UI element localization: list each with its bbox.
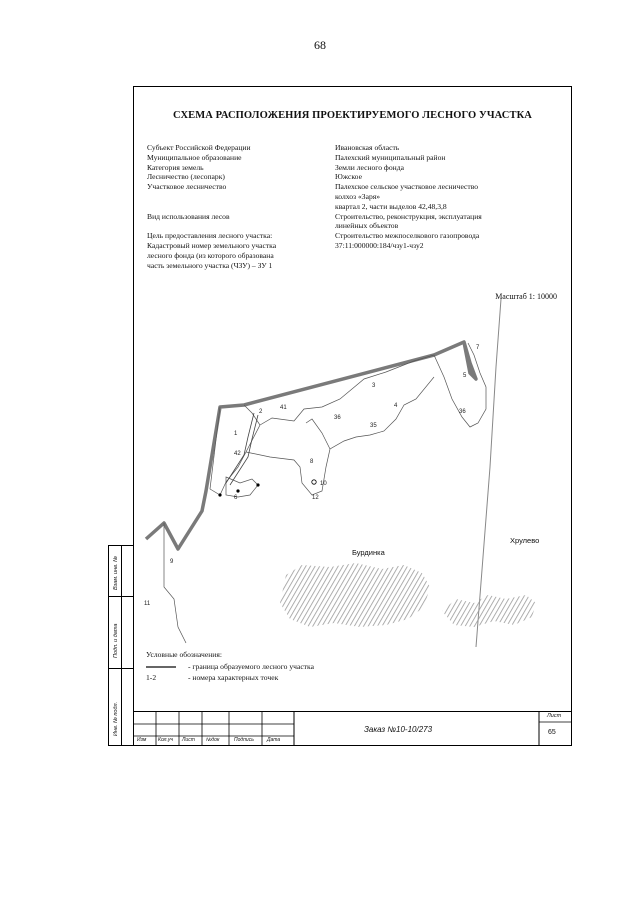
info-value: Строительство, реконструкция, эксплуатация	[335, 211, 482, 221]
stamp-column: Подпись	[234, 737, 254, 743]
info-label: Субъект Российской Федерации	[147, 143, 251, 152]
page-title: СХЕМА РАСПОЛОЖЕНИЯ ПРОЕКТИРУЕМОГО ЛЕСНОГО УЧАСТКА	[173, 110, 532, 121]
stamp-column: Лист	[182, 737, 195, 743]
settlement-khrulevo-area	[442, 595, 536, 627]
scale-label: Масштаб 1: 10000	[495, 292, 557, 301]
legend-text: - граница образуемого лесного участка	[188, 661, 314, 671]
legend	[146, 649, 314, 684]
info-label: Муниципальное образование	[147, 152, 242, 162]
plot-label: 1	[234, 431, 238, 437]
page-number: 68	[314, 38, 326, 52]
info-label: Участковое лесничество	[147, 182, 227, 192]
info-label: Категория земель	[147, 162, 204, 172]
village-label-burdinka: Бурдинка	[352, 548, 385, 557]
plot-label: 35	[370, 423, 377, 429]
characteristic-point	[312, 480, 316, 484]
sheet-label: Лист	[547, 713, 562, 719]
stamp-column: №док	[206, 737, 220, 743]
drawing-sheet	[133, 86, 572, 746]
gas-pipeline-line	[476, 299, 501, 647]
info-value: Ивановская область	[335, 143, 400, 152]
legend-item-points	[146, 672, 314, 684]
info-value: Строительство межпоселкового газопровода	[335, 231, 480, 241]
info-value: колхоз «Заря»	[335, 191, 381, 201]
info-value: Южское	[335, 172, 362, 182]
title-block	[134, 711, 571, 746]
legend-symbol: 1-2	[146, 673, 157, 682]
plot-label: 5	[463, 373, 467, 379]
order-number: Заказ №10-10/273	[364, 725, 433, 734]
legend-item-boundary	[146, 661, 314, 673]
info-label: часть земельного участка (ЧЗУ) – ЗУ 1	[147, 260, 273, 270]
sheet-number: 65	[548, 729, 556, 736]
info-value: Палехский муниципальный район	[335, 152, 446, 162]
info-label: Лесничество (лесопарк)	[147, 172, 225, 182]
side-label: Подп. и дата	[113, 623, 119, 658]
plot-label: 11	[144, 601, 151, 607]
side-stamp	[108, 545, 134, 746]
plot-label: 3	[372, 383, 376, 389]
info-value: линейных объектов	[335, 221, 399, 231]
boundary-symbol	[146, 666, 176, 668]
stamp-column: Кол.уч	[158, 737, 173, 743]
plot-label: 9	[170, 559, 174, 565]
plot-label: 8	[310, 459, 314, 465]
info-label: лесного фонда (из которого образована	[147, 250, 274, 260]
characteristic-point	[218, 493, 221, 496]
info-value: Палехское сельское участковое лесничество	[335, 182, 479, 192]
characteristic-point	[236, 489, 239, 492]
plot-label: 7	[476, 345, 480, 351]
road-line	[230, 415, 258, 485]
forest-plot-map	[134, 87, 571, 711]
plot-label: 36	[459, 409, 466, 415]
info-value: 37:11:000000:184/чзу1-чзу2	[335, 240, 424, 250]
stamp-column: Дата	[267, 737, 281, 743]
village-label-khrulevo: Хрулево	[510, 536, 540, 545]
compartment-outline	[226, 477, 258, 497]
plot-label: 10	[320, 481, 327, 487]
info-value: квартал 2, части выделов 42,48,3,8	[335, 201, 447, 211]
plot-label: 41	[280, 405, 287, 411]
plot-label: 6	[234, 495, 238, 501]
info-label: Цель предоставления лесного участка:	[147, 231, 273, 241]
side-divider	[121, 546, 122, 745]
plot-label: 42	[234, 451, 241, 457]
plot-label: 4	[394, 403, 398, 409]
plot-label: 12	[312, 495, 319, 501]
settlement-burdinka-area	[280, 563, 430, 627]
plot-label: 36	[334, 415, 341, 421]
stamp-columns	[134, 737, 294, 746]
side-label: Инв. № подл.	[113, 701, 119, 736]
legend-heading: Условные обозначения:	[146, 650, 222, 659]
side-label: Взам. инв. №	[113, 555, 119, 590]
info-label: Кадастровый номер земельного участка	[147, 240, 277, 250]
info-value: Земли лесного фонда	[335, 162, 404, 172]
plot-label: 2	[259, 409, 263, 415]
stamp-column: Изм	[137, 737, 147, 743]
info-label: Вид использования лесов	[147, 211, 230, 221]
plot-boundary-line	[146, 342, 476, 549]
characteristic-point	[256, 483, 259, 486]
legend-text: - номера характерных точек	[188, 673, 279, 682]
